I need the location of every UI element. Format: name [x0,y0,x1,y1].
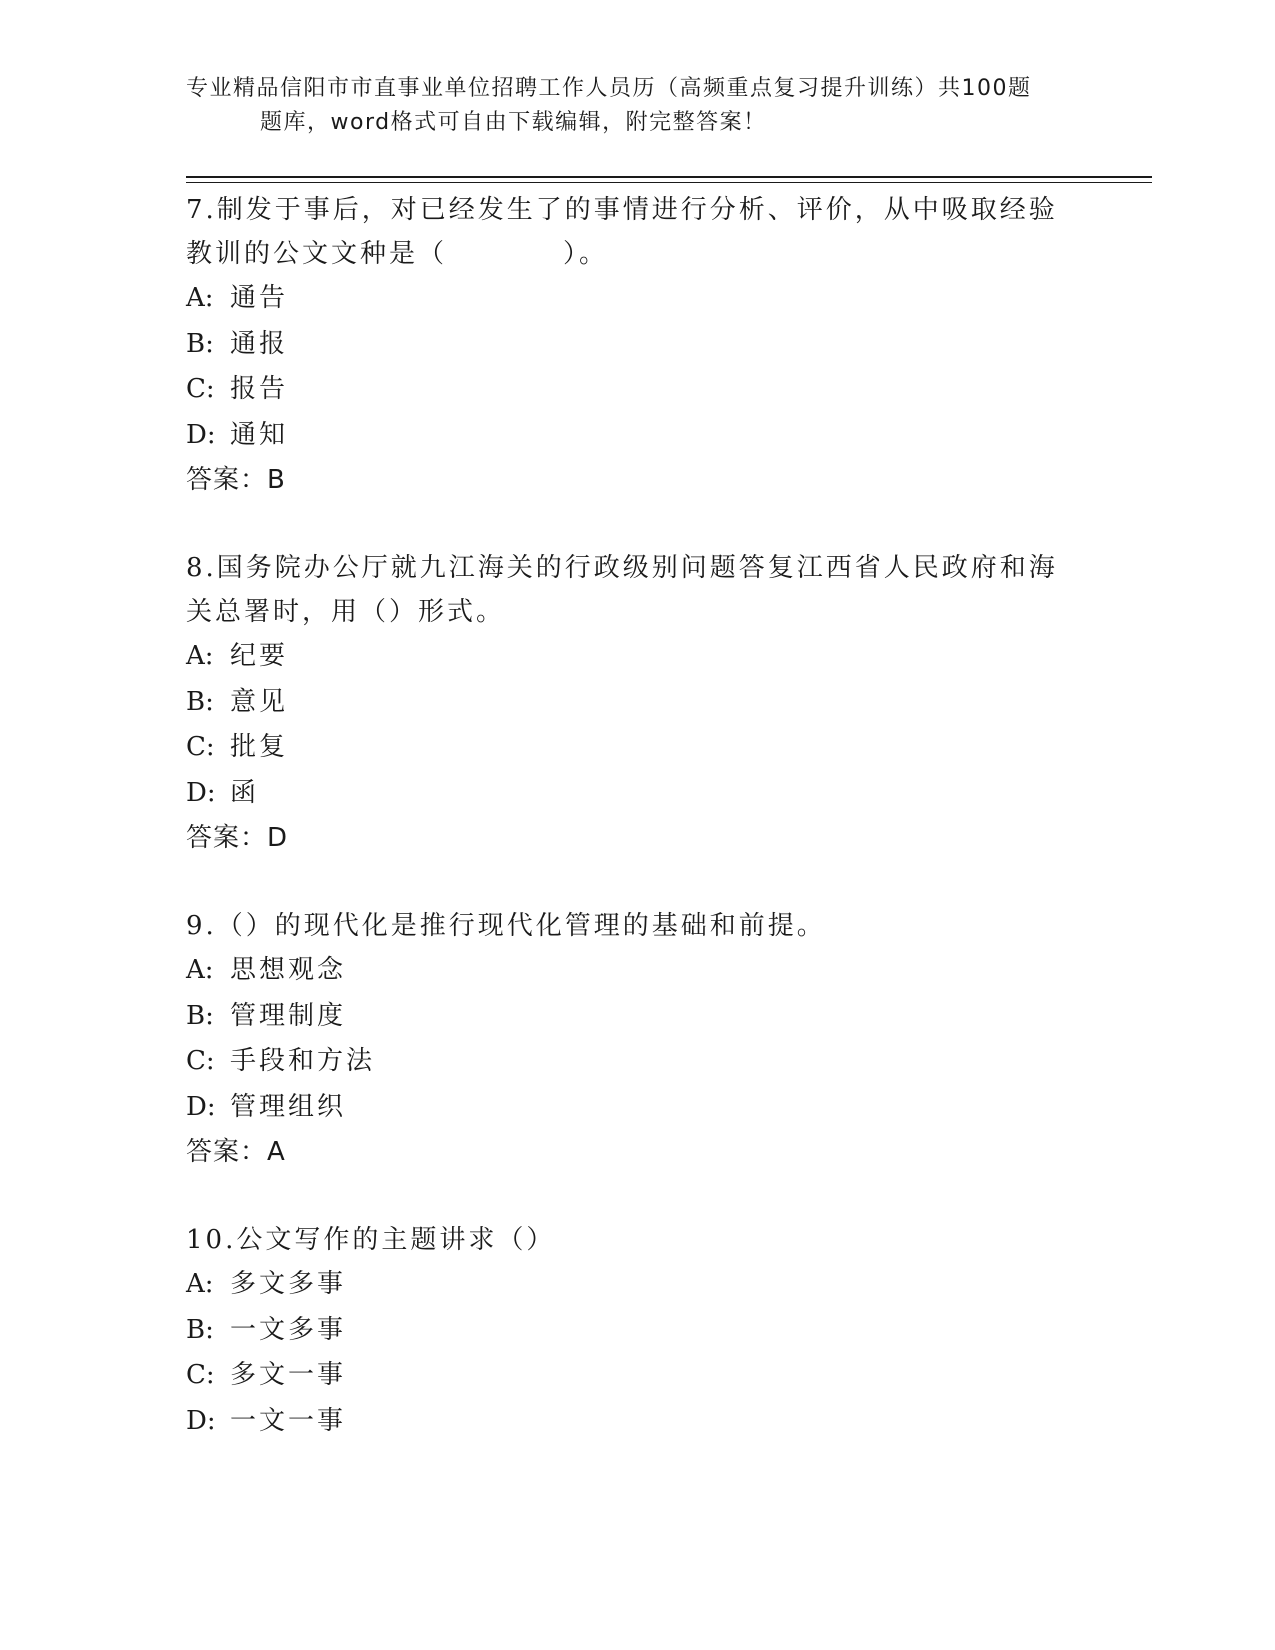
option-key: D: [186,419,216,450]
answer-text: 答案：D [186,823,289,853]
option-text: 手段和方法 [230,1046,376,1076]
option-text: 通告 [230,283,289,313]
option-text: 纪要 [230,641,289,671]
answer-text: 答案：B [186,465,286,495]
option-text: 意见 [230,686,289,717]
option-key: C: [186,374,215,404]
option-d [186,1085,1086,1131]
option-text: 批复 [230,732,289,762]
question-text-line: 关总署时，用（）形式。 [186,597,506,627]
option-key: D: [186,1405,216,1436]
option-b [186,1308,1086,1354]
option-key: A: [186,283,214,313]
option-b [186,322,1086,368]
option-text: 多文多事 [230,1269,347,1299]
option-text: 函 [230,777,260,808]
option-a [186,948,1086,994]
option-key: C: [186,1360,215,1390]
header-divider-thick [186,176,1152,178]
option-a [186,1262,1086,1308]
option-d [186,771,1086,817]
option-a [186,276,1086,322]
option-key: B: [186,1000,214,1031]
option-c [186,725,1086,771]
option-d [186,413,1086,459]
question-text-line: 8.国务院办公厅就九江海关的行政级别问题答复江西省人民政府和海 [186,553,1058,583]
option-text: 思想观念 [230,955,347,985]
question-text-line: 9.（）的现代化是推行现代化管理的基础和前提。 [186,911,826,941]
question-item [186,188,1086,502]
option-key: D: [186,1091,216,1122]
option-text: 多文一事 [230,1360,347,1390]
option-key: A: [186,955,214,985]
option-text: 管理组织 [230,1091,347,1122]
option-key: C: [186,1046,215,1076]
option-key: B: [186,1314,214,1345]
option-c [186,1039,1086,1085]
option-text: 通报 [230,328,289,359]
question-text-line: 10.公文写作的主题讲求（） [186,1225,556,1255]
option-text: 一文多事 [230,1314,347,1345]
option-key: B: [186,328,214,359]
option-key: B: [186,686,214,717]
option-text: 管理制度 [230,1000,347,1031]
option-b [186,994,1086,1040]
document-header [186,72,1086,140]
option-c [186,367,1086,413]
header-divider-thin [186,182,1152,183]
option-key: A: [186,641,214,671]
question-text-line: 教训的公文文种是（ ）。 [186,239,609,269]
option-c [186,1353,1086,1399]
question-item [186,1218,1086,1444]
option-b [186,680,1086,726]
question-text-line: 7.制发于事后，对已经发生了的事情进行分析、评价，从中吸取经验 [186,195,1058,225]
option-text: 一文一事 [230,1405,347,1436]
question-list [186,188,1086,1488]
option-key: D: [186,777,216,808]
option-key: A: [186,1269,214,1299]
question-item [186,546,1086,860]
answer-text: 答案：A [186,1137,286,1167]
option-text: 报告 [230,374,289,404]
header-title-line-2: 题库，word格式可自由下载编辑，附完整答案！ [260,110,767,135]
question-item [186,904,1086,1174]
option-a [186,634,1086,680]
option-key: C: [186,732,215,762]
option-text: 通知 [230,419,289,450]
header-title-line-1: 专业精品信阳市市直事业单位招聘工作人员历（高频重点复习提升训练）共100题 [186,76,1032,101]
option-d [186,1399,1086,1445]
